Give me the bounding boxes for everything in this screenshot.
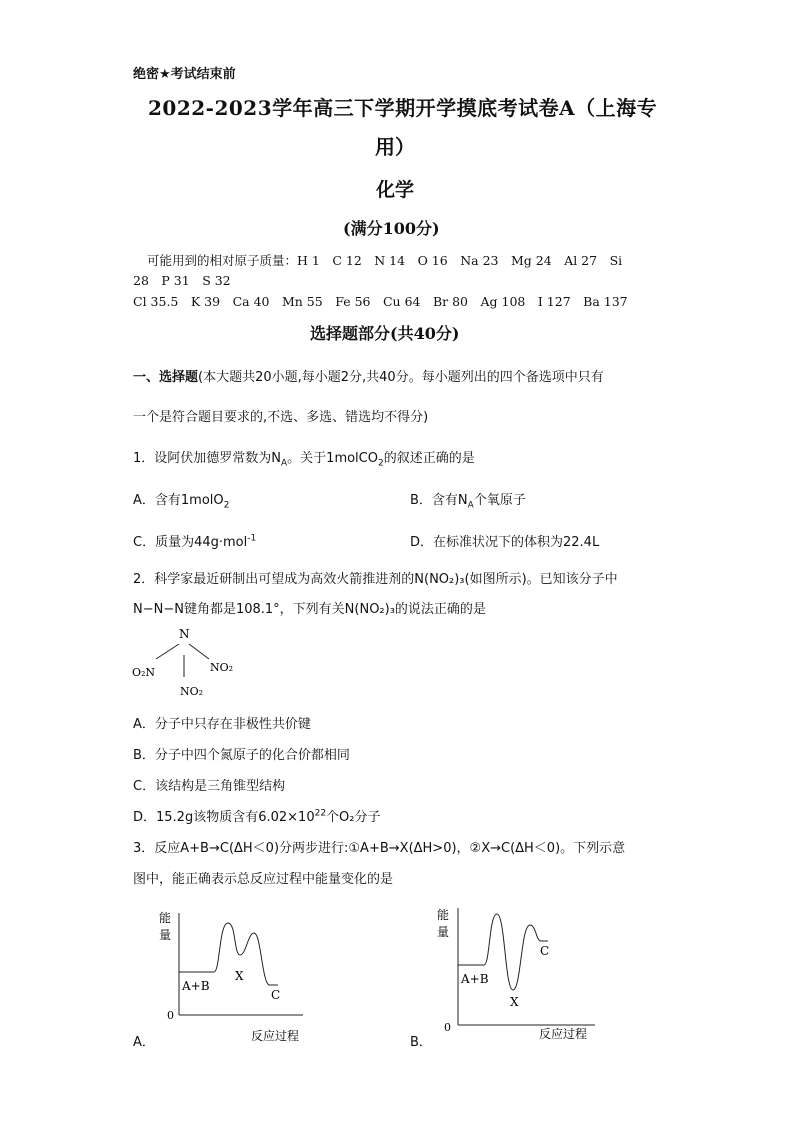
graph-a-origin: 0 (167, 1009, 174, 1022)
q1-option-b (410, 489, 526, 511)
q1-c-sup: -1 (247, 533, 257, 544)
q1-stem-sub: A (281, 458, 288, 469)
q3-stem-line2: 图中，能正确表示总反应过程中能量变化的是 (133, 872, 394, 887)
graph-b-ylabel-1: 能 (437, 908, 450, 922)
exam-title-line2: 用） (375, 135, 415, 159)
q1-option-a (133, 489, 229, 511)
bond-right (189, 644, 209, 659)
q2-stem-line1: 2．科学家最近研制出可望成为高效火箭推进剂的N(NO₂)₃(如图所示)。已知该分子中 (133, 572, 618, 587)
graph-a-xlabel: 反应过程 (251, 1029, 300, 1043)
energy-diagram-a (150, 905, 320, 1045)
q2-d-text2: 个O₂分子 (326, 810, 381, 825)
q1-option-c (133, 531, 256, 550)
mol-left-group: O₂N (132, 666, 156, 679)
full-score: (满分100分) (343, 219, 440, 238)
mol-right-group: NO₂ (210, 661, 234, 674)
mol-center-n: N (179, 627, 190, 641)
section-instr-rest: (本大题共20小题,每小题2分,共40分。每小题列出的四个备选项中只有 (198, 370, 604, 385)
confidential-label: 绝密★考试结束前 (133, 67, 236, 82)
bond-left (156, 644, 179, 659)
section-instr-bold: 一、选择题 (133, 370, 199, 385)
q2-d-sup: 22 (314, 808, 327, 819)
subject-title: 化学 (376, 179, 415, 201)
atomic-mass-line3: Cl 35.5 K 39 Ca 40 Mn 55 Fe 56 Cu 64 Br 80 Ag 108 I 127 Ba 137 (133, 294, 628, 309)
graph-a-ylabel-2: 量 (159, 928, 172, 942)
graph-b-label-ab: A+B (461, 972, 489, 986)
q1-option-d: D．在标准状况下的体积为22.4L (410, 535, 600, 550)
q1-a-text: A．含有1molO (133, 493, 224, 508)
q3-option-b-label: B． (410, 1035, 432, 1050)
q1-c-text: C．质量为44g·mol (133, 535, 248, 550)
graph-a-curve (179, 923, 278, 985)
graph-a-ylabel-1: 能 (159, 911, 172, 925)
n-no2-3-structure (128, 625, 248, 700)
energy-diagram-b (428, 900, 608, 1045)
q1-a-sub: 2 (223, 500, 230, 511)
graph-b-ylabel-2: 量 (437, 925, 450, 939)
graph-b-xlabel: 反应过程 (539, 1027, 588, 1041)
q2-option-a: A．分子中只存在非极性共价键 (133, 717, 311, 732)
atomic-mass-line2: 28 P 31 S 32 (133, 273, 231, 288)
graph-b-label-x: X (510, 995, 519, 1009)
q1-stem-sub2: 2 (377, 458, 384, 469)
atomic-mass-line1: 可能用到的相对原子质量：H 1 C 12 N 14 O 16 Na 23 Mg 24 Al 27 Si (147, 253, 623, 268)
q1-stem-b: 。关于1molCO (287, 451, 378, 466)
section-instructions (133, 366, 604, 385)
graph-b-origin: 0 (444, 1021, 451, 1034)
q2-option-b: B．分子中四个氮原子的化合价都相同 (133, 748, 350, 763)
q1-b-sub: A (467, 500, 474, 511)
section-instructions-line2: 一个是符合题目要求的,不选、多选、错选均不得分) (133, 410, 429, 425)
exam-title-line1: 2022-2023学年高三下学期开学摸底考试卷A（上海专 (148, 96, 658, 120)
mol-bottom-group: NO₂ (180, 685, 204, 698)
section-title: 选择题部分(共40分) (310, 324, 460, 343)
q2-option-d (133, 806, 381, 825)
q2-d-text: D．15.2g该物质含有6.02×10 (133, 810, 315, 825)
q3-option-a-label: A． (133, 1035, 155, 1050)
q1-b-text2: 个氧原子 (473, 493, 526, 508)
q3-stem-line1: 3．反应A+B→C(ΔH＜0)分两步进行:①A+B→X(ΔH>0)，②X→C(ΔH＜0)。下列示意 (133, 841, 626, 856)
q1-stem-c: 的叙述正确的是 (383, 451, 475, 466)
q1-stem-a: 1．设阿伏加德罗常数为N (133, 451, 281, 466)
q2-stem-line2: N−N−N键角都是108.1°，下列有关N(NO₂)₃的说法正确的是 (133, 602, 486, 617)
q1-b-text: B．含有N (410, 493, 468, 508)
graph-a-label-c: C (271, 988, 281, 1002)
graph-a-label-x: X (235, 969, 244, 983)
q2-option-c: C．该结构是三角锥型结构 (133, 779, 286, 794)
graph-a-label-ab: A+B (182, 979, 210, 993)
q1-stem (133, 447, 475, 469)
graph-b-label-c: C (540, 944, 550, 958)
